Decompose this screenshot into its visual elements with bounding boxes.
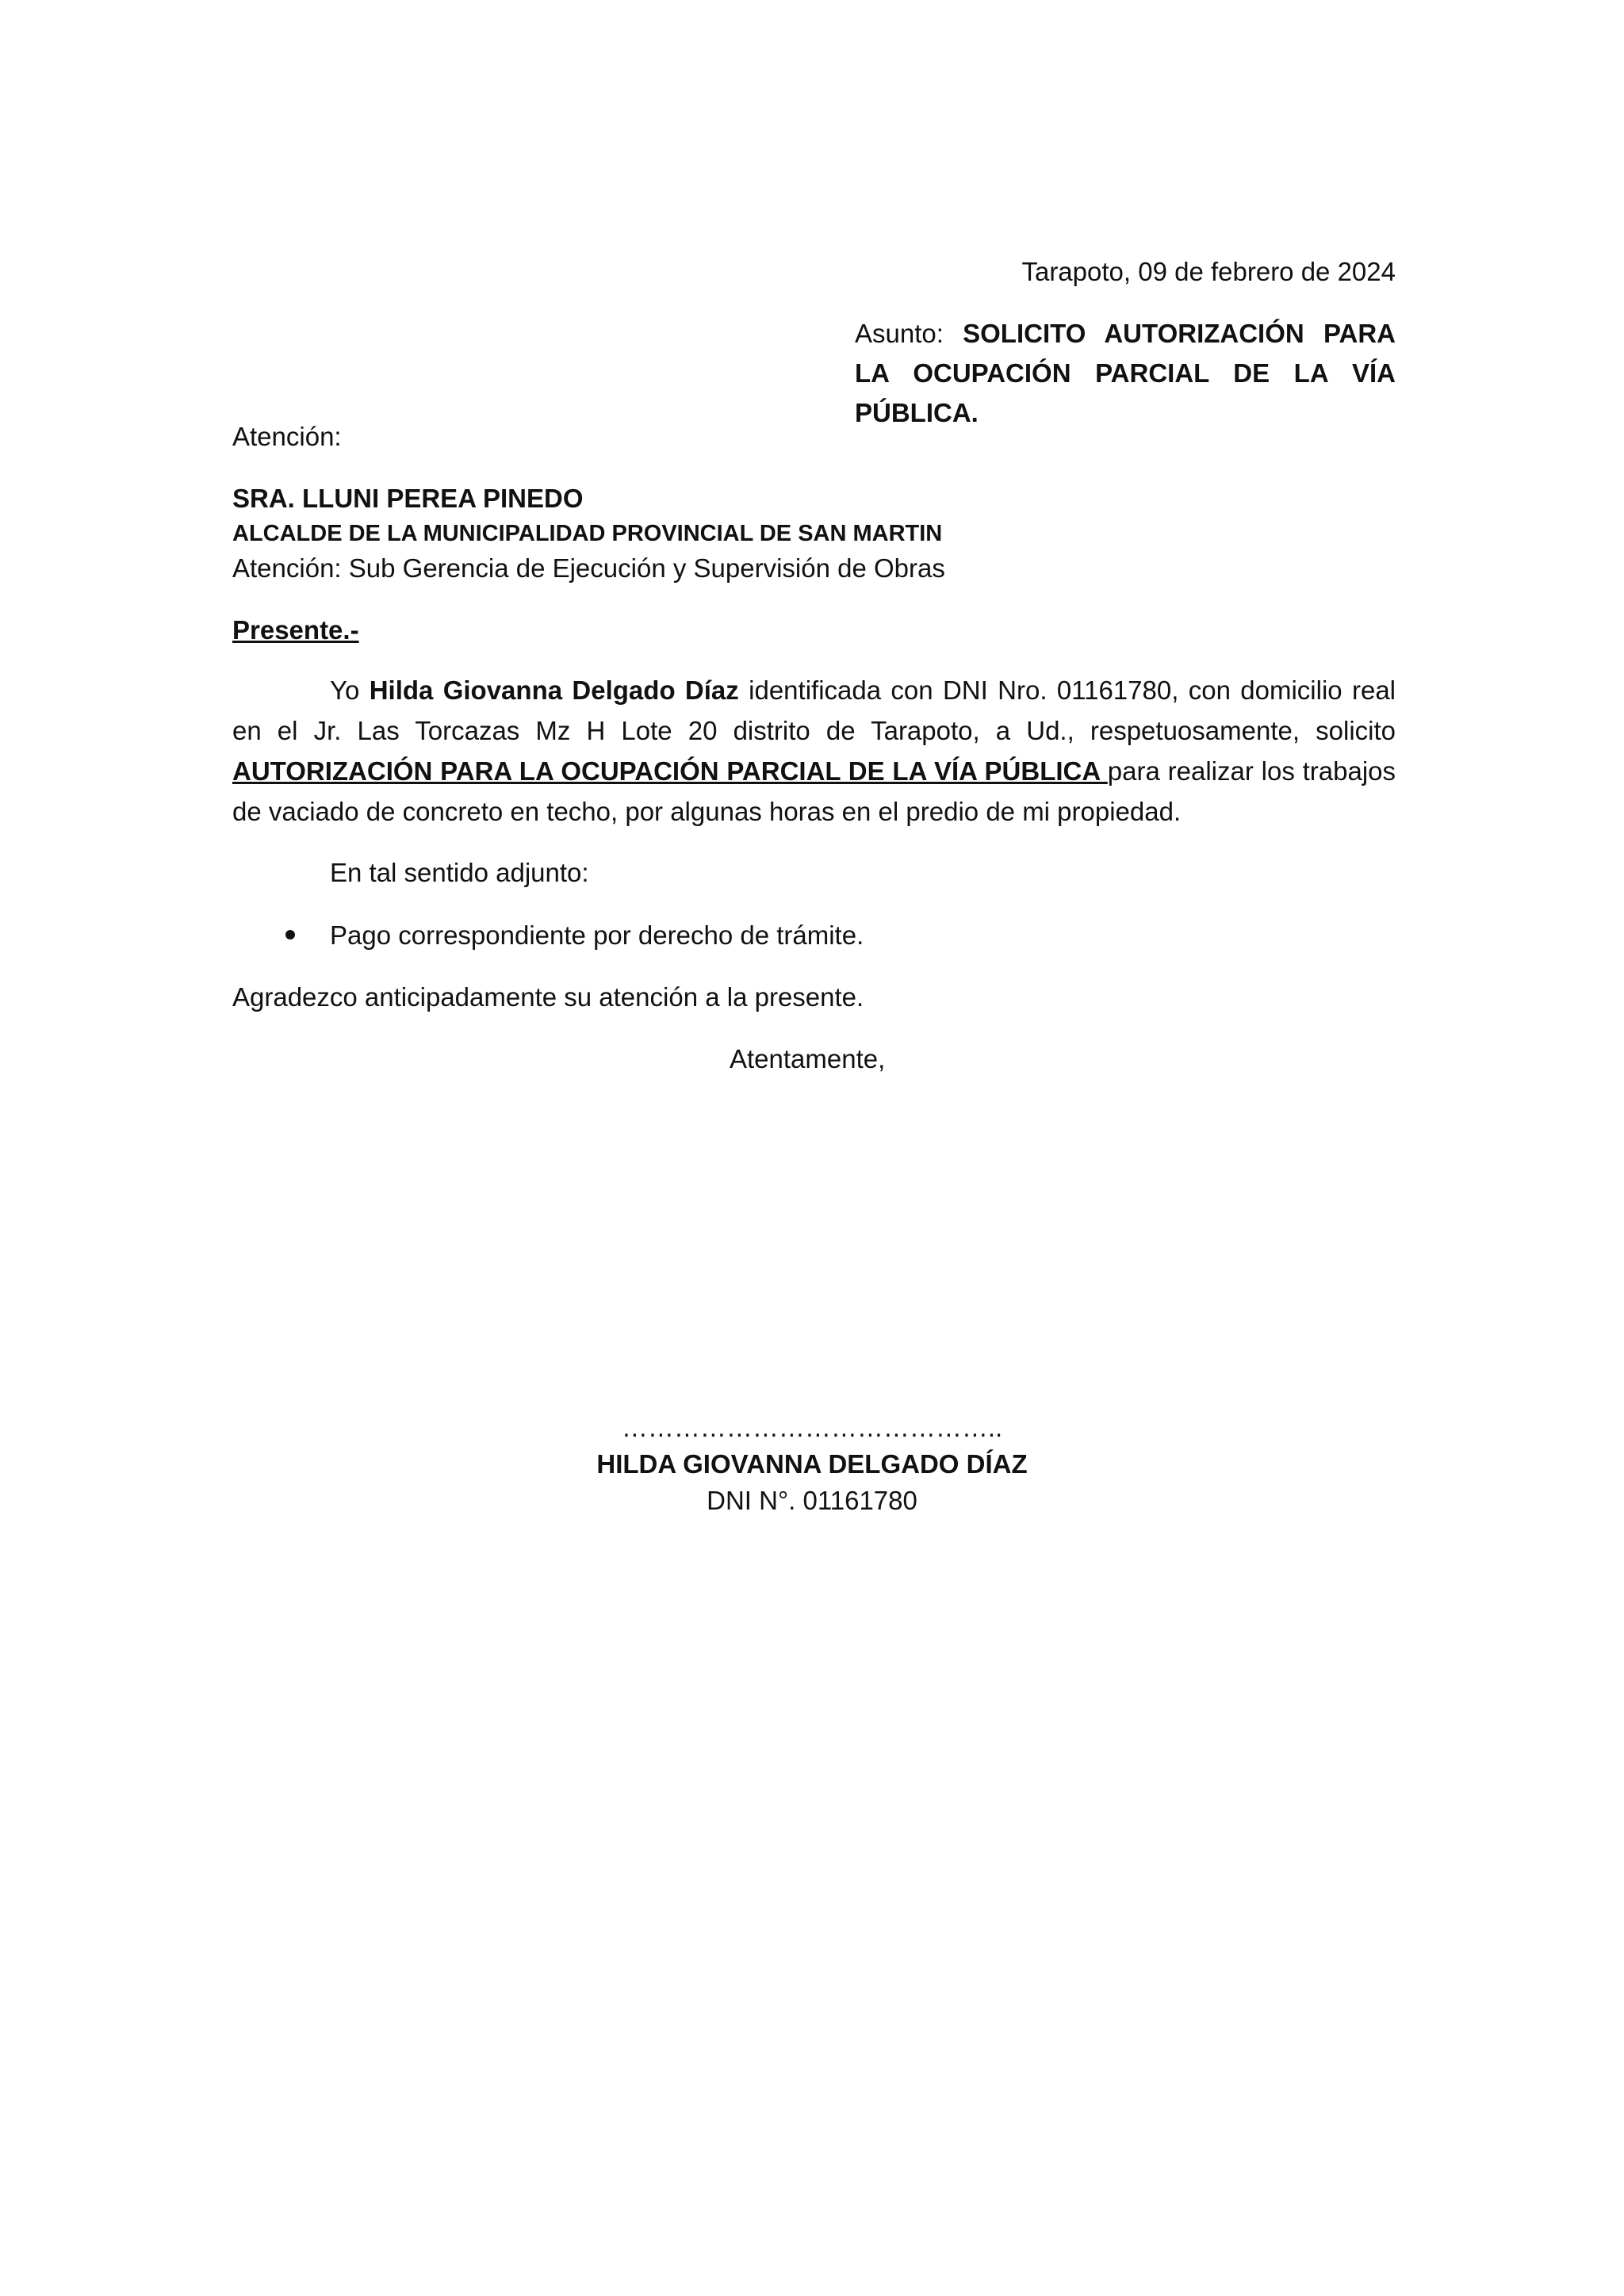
subject-text: SOLICITO AUTORIZACIÓN PARA LA OCUPACIÓN PARCIAL DE LA VÍA PÚBLICA.	[855, 319, 1396, 427]
addressee-department: Atención: Sub Gerencia de Ejecución y Supervisión de Obras	[232, 553, 945, 583]
body-paragraph	[232, 670, 1396, 832]
signature-dotted-line: ……………………………………..	[621, 1413, 1003, 1442]
attachment-list-item	[285, 916, 864, 955]
attention-label: Atención:	[232, 422, 342, 451]
letter-date: Tarapoto, 09 de febrero de 2024	[1021, 257, 1396, 286]
attachments-intro: En tal sentido adjunto:	[330, 858, 589, 887]
signature-block	[495, 1410, 1129, 1519]
addressee-name: SRA. LLUNI PEREA PINEDO	[232, 484, 584, 513]
signature-name: HILDA GIOVANNA DELGADO DÍAZ	[596, 1449, 1028, 1479]
request-emphasis: AUTORIZACIÓN PARA LA OCUPACIÓN PARCIAL DE LA VÍA PÚBLICA	[232, 756, 1108, 786]
subject-line	[855, 314, 1396, 433]
greeting: Presente.-	[232, 615, 359, 645]
body-part-2: identificada con DNI Nro. 01161780, con domicilio real en el Jr. Las Torcazas Mz H Lote 20 distrito de Tarapoto, a Ud., respetuosamente, solicito	[232, 675, 1396, 745]
subject-label: Asunto:	[855, 319, 963, 348]
thanks-line: Agradezco anticipadamente su atención a la presente.	[232, 982, 864, 1012]
closing-line: Atentamente,	[730, 1044, 886, 1073]
body-part-1: Yo	[330, 675, 370, 705]
body-part-3: para realizar los trabajos de vaciado de concreto en techo, por algunas horas en el predio de mi propiedad.	[232, 756, 1396, 826]
signature-id: DNI N°. 01161780	[707, 1486, 917, 1515]
attachment-text: Pago correspondiente por derecho de trámite.	[330, 920, 864, 950]
bullet-icon	[285, 930, 295, 939]
applicant-name: Hilda Giovanna Delgado Díaz	[369, 675, 739, 705]
addressee-title: ALCALDE DE LA MUNICIPALIDAD PROVINCIAL DE SAN MARTIN	[232, 521, 943, 546]
